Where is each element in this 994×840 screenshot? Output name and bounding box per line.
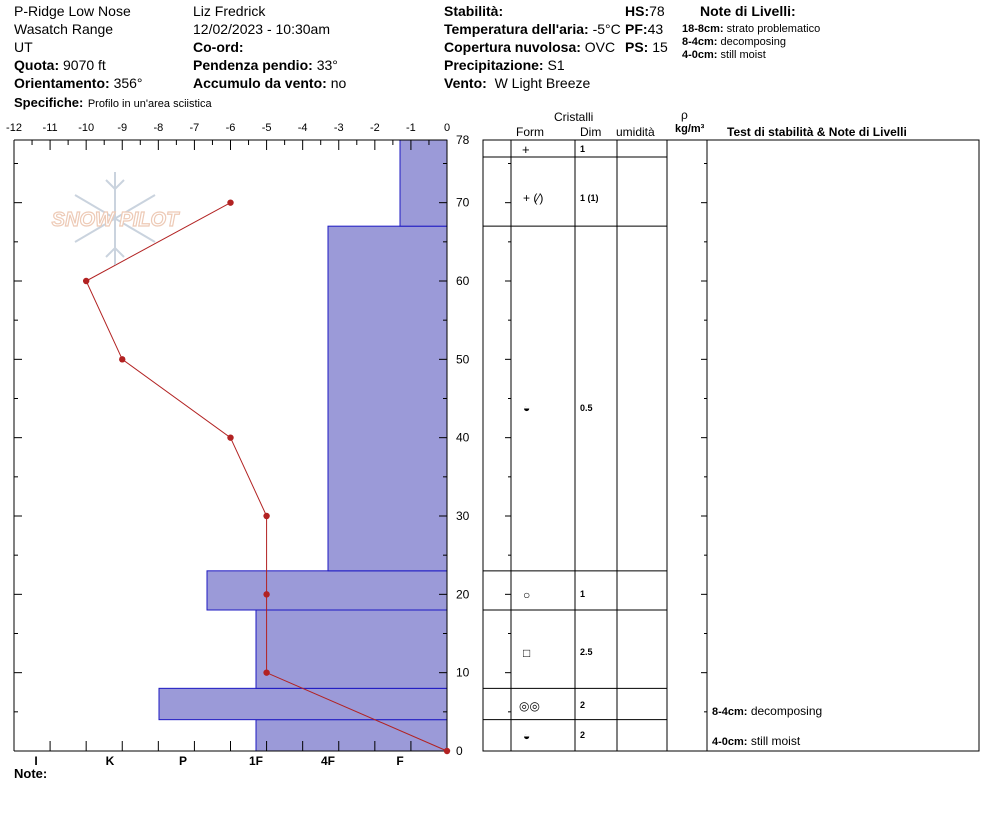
hs: HS:78 (625, 3, 665, 19)
temperature-point (444, 748, 450, 754)
temp-tick-label: -10 (78, 122, 95, 134)
temperature-point (263, 669, 269, 675)
temp-tick-label: -6 (225, 122, 236, 134)
layer-note: 4-0cm: still moist (682, 49, 766, 61)
crystal-dim: 1 (580, 144, 586, 154)
crystal-form: + (522, 142, 530, 157)
snowpilot-logo (52, 172, 180, 265)
wind: Vento: W Light Breeze (444, 75, 591, 91)
temp-tick-label: -11 (42, 122, 58, 134)
height-tick-label: 30 (456, 509, 470, 523)
table-note: 4-0cm: still moist (712, 734, 801, 748)
crystal-dim: 2 (580, 700, 586, 710)
aspect: Orientamento: 356° (14, 75, 143, 91)
coords-label: Co-ord: (193, 39, 244, 55)
crystal-form: + (⁄) (523, 191, 544, 205)
layer-note: 18-8cm: strato problematico (682, 23, 821, 35)
pf: PF:43 (625, 21, 664, 37)
temperature-point (227, 434, 233, 440)
hardness-bar (400, 140, 447, 226)
crystal-form: □ (523, 646, 531, 660)
hardness-bar (328, 226, 447, 571)
temp-tick-label: -12 (6, 122, 22, 134)
specifics: Specifiche: Profilo in un'area sciistica (14, 95, 212, 110)
crystal-dim: 0.5 (580, 403, 593, 413)
col-humidity: umidità (616, 125, 655, 139)
crystal-form: ◎◎ (519, 699, 540, 713)
crystal-form: ○ (523, 588, 531, 602)
temp-tick-label: -3 (333, 122, 344, 134)
hardness-tick-label: 1F (248, 754, 264, 768)
logo-text: SNOW PILOT (51, 209, 179, 231)
crystal-form: ◒ (523, 401, 531, 415)
temperature-point (263, 513, 269, 519)
temp-tick-label: -4 (297, 122, 308, 134)
temp-tick-label: 0 (443, 122, 451, 134)
location: P-Ridge Low Nose (14, 3, 131, 19)
height-tick-label: 20 (456, 587, 470, 602)
height-tick-label: 10 (456, 665, 470, 680)
stability-label: Stabilità: (444, 3, 504, 19)
hardness-tick-label: K (105, 754, 115, 768)
hardness-tick-label: P (178, 754, 188, 768)
col-tests: Test di stabilità & Note di Livelli (727, 125, 907, 139)
slope: Pendenza pendio: 33° (193, 57, 338, 73)
crystal-dim: 1 (1) (580, 193, 599, 203)
hardness-bar (159, 688, 447, 719)
temperature-point (83, 278, 89, 284)
layer-note: 8-4cm: decomposing (682, 36, 786, 48)
temperature-point (119, 356, 125, 362)
table-note: 8-4cm: decomposing (712, 704, 823, 718)
height-tick-label: 40 (456, 430, 470, 445)
rho-unit: kg/m³ (675, 123, 705, 135)
hardness-tick-label: F (396, 754, 404, 768)
observer: Liz Fredrick (193, 3, 266, 19)
temp-tick-label: -5 (261, 122, 272, 134)
temp-tick-label: -2 (369, 122, 380, 134)
crystal-dim: 2 (580, 730, 586, 740)
temp-tick-label: -9 (117, 122, 128, 134)
datetime: 12/02/2023 - 10:30am (193, 21, 330, 37)
layer-notes-title: Note di Livelli: (700, 3, 796, 19)
hardness-bar (207, 571, 447, 610)
state: UT (14, 39, 33, 55)
hardness-bar (256, 610, 447, 688)
height-tick-label: 78 (456, 133, 470, 147)
temp-tick-label: -1 (406, 122, 416, 134)
cloud-cover: Copertura nuvolosa: OVC (444, 39, 616, 55)
crystal-dim: 1 (580, 589, 586, 599)
col-form: Form (516, 125, 544, 139)
height-tick-label: 0 (456, 744, 463, 758)
table-frame (483, 140, 979, 751)
height-tick-label: 50 (456, 352, 470, 367)
temp-tick-label: -8 (153, 122, 164, 134)
crystal-form: ◒ (523, 729, 531, 743)
air-temp: Temperatura dell'aria: -5°C (444, 21, 621, 37)
wind-loading: Accumulo da vento: no (193, 75, 347, 91)
elevation: Quota: 9070 ft (14, 57, 106, 73)
temp-tick-label: -7 (189, 122, 200, 134)
temperature-point (263, 591, 269, 597)
range: Wasatch Range (14, 21, 114, 37)
height-tick-label: 60 (456, 274, 470, 288)
ps: PS: 15 (625, 39, 668, 55)
hardness-tick-label: 4F (320, 754, 336, 768)
crystal-dim: 2.5 (580, 647, 593, 657)
note-label: Note: (14, 766, 48, 781)
hardness-bar (256, 720, 447, 751)
hardness-tick-label: I (34, 754, 38, 768)
rho-symbol: ρ (681, 108, 688, 122)
cristalli-label: Cristalli (554, 110, 594, 124)
precipitation: Precipitazione: S1 (444, 57, 565, 73)
height-tick-label: 70 (456, 195, 470, 210)
col-dim: Dim (580, 125, 602, 139)
temperature-point (227, 199, 233, 205)
